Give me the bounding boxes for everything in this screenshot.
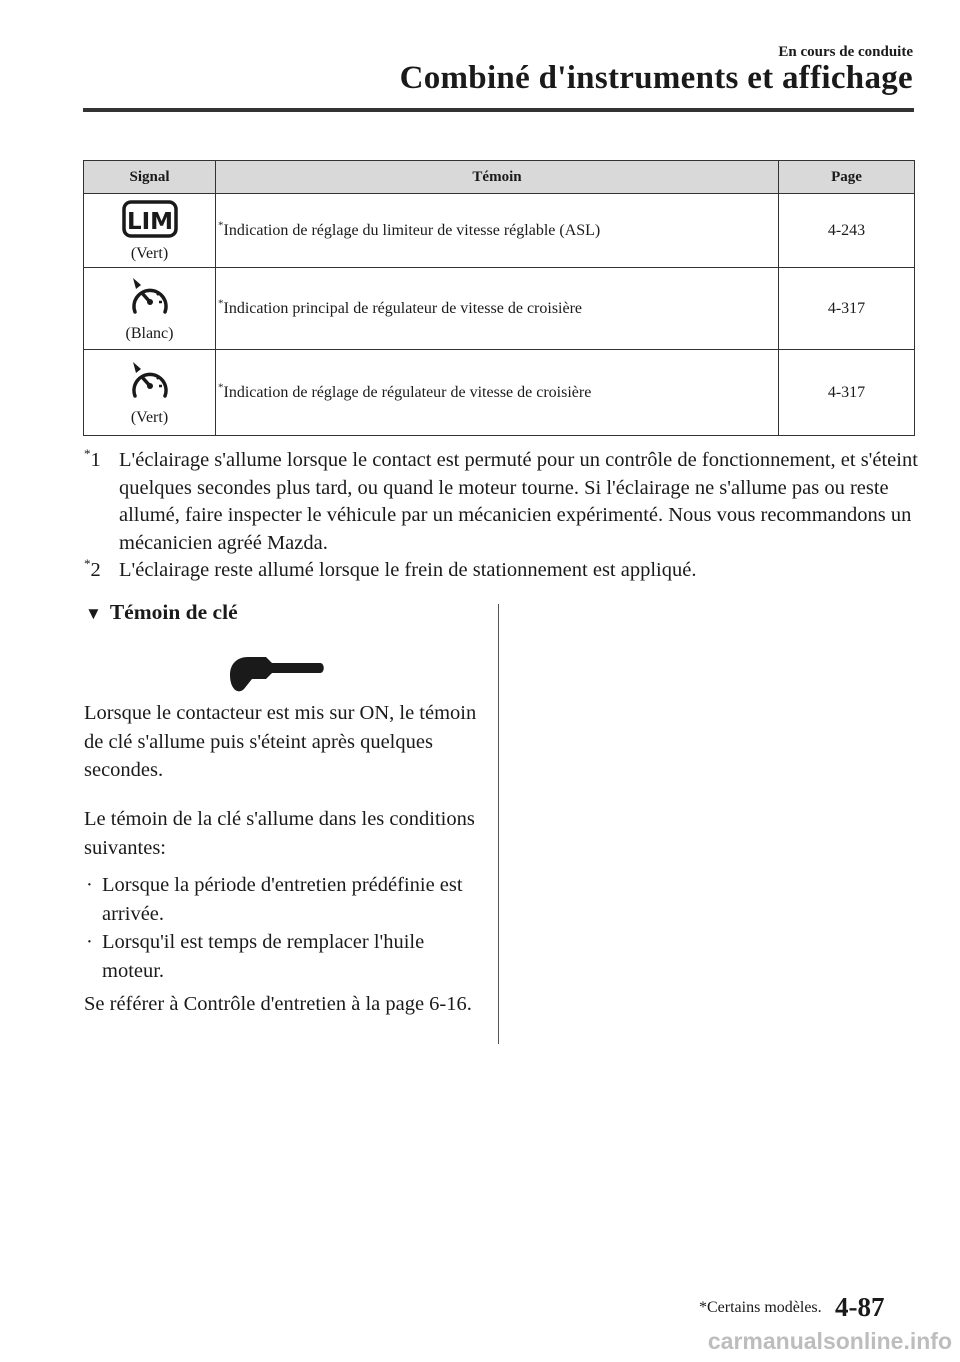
bullet-glyph: · <box>86 931 93 953</box>
signal-cell <box>84 268 216 350</box>
page-ref: 4-317 <box>779 350 915 436</box>
header-page: Page <box>779 161 915 194</box>
table-row <box>84 194 915 268</box>
footnote-star: * <box>84 556 91 572</box>
temoin-text: Indication de réglage de régulateur de vitesse de croisière <box>223 383 592 401</box>
header-divider <box>83 108 914 112</box>
section-heading <box>85 600 238 625</box>
footnote-marker: * <box>218 219 224 232</box>
page-title: Combiné d'instruments et affichage <box>399 60 913 96</box>
header-signal: Signal <box>84 161 216 194</box>
footnote-digit: 2 <box>90 559 101 581</box>
temoin-text: Indication principal de régulateur de vitesse de croisière <box>223 299 583 317</box>
list-item <box>84 871 484 928</box>
chapter-label: En cours de conduite <box>778 44 913 60</box>
table-row <box>84 268 915 350</box>
page-ref: 4-243 <box>779 194 915 268</box>
footnote-2 <box>84 557 919 585</box>
signal-color: (Vert) <box>130 245 169 262</box>
page-number: 4-87 <box>835 1292 885 1322</box>
paragraph-reference: Se référer à Contrôle d'entretien à la page 6-16. <box>84 993 472 1015</box>
svg-text:LIM: LIM <box>126 209 173 235</box>
table-row <box>84 350 915 436</box>
footnote-star: * <box>84 446 91 462</box>
header-temoin: Témoin <box>216 161 779 194</box>
bullet-list <box>84 871 484 985</box>
paragraph-conditions: Le témoin de la clé s'allume dans les conditions suivantes: <box>84 808 475 859</box>
temoin-cell <box>216 350 779 436</box>
signal-color: (Blanc) <box>125 325 174 342</box>
page-ref: 4-317 <box>779 268 915 350</box>
signal-cell <box>84 350 216 436</box>
temoin-cell <box>216 268 779 350</box>
signal-cell <box>84 194 216 268</box>
cruise-control-icon <box>128 276 172 318</box>
footer-note: *Certains modèles. <box>699 1299 822 1316</box>
list-item <box>84 928 484 985</box>
footnote-marker: * <box>218 297 224 310</box>
footnote-1 <box>84 447 919 557</box>
section-heading-text: Témoin de clé <box>109 600 238 624</box>
column-divider <box>498 604 499 1044</box>
watermark: carmanualsonline.info <box>707 1328 952 1354</box>
footnote-text: L'éclairage s'allume lorsque le contact est permuté pour un contrôle de fonctionnement, et s'éteint quelques secondes plus tard, ou quand le moteur tourne. Si l'éclairage ne s'allume pas ou reste allumé, faire inspecter le véhicule par un mécanicien expérimenté. Nous vous recommandons un mécanicien agréé Mazda. <box>119 449 918 554</box>
bullet-glyph: · <box>86 874 93 896</box>
footnotes <box>84 447 919 585</box>
lim-icon <box>122 200 178 238</box>
triangle-marker-icon: ▼ <box>85 604 102 623</box>
list-item-text: Lorsqu'il est temps de remplacer l'huile moteur. <box>102 931 425 982</box>
temoin-cell <box>216 194 779 268</box>
cruise-control-icon <box>128 360 172 402</box>
signal-color: (Vert) <box>130 409 169 426</box>
footnote-marker: * <box>218 381 224 394</box>
signal-table <box>83 160 915 436</box>
wrench-icon <box>228 645 328 697</box>
footnote-text: L'éclairage reste allumé lorsque le frein de stationnement est appliqué. <box>119 559 697 581</box>
footnote-digit: 1 <box>90 449 101 471</box>
footnote-number <box>84 557 101 585</box>
temoin-text: Indication de réglage du limiteur de vitesse réglable (ASL) <box>223 221 601 239</box>
paragraph-intro: Lorsque le contacteur est mis sur ON, le témoin de clé s'allume puis s'éteint après quelques secondes. <box>84 702 477 781</box>
table-header-row <box>84 161 915 194</box>
list-item-text: Lorsque la période d'entretien prédéfinie est arrivée. <box>102 874 463 925</box>
footnote-number <box>84 447 101 475</box>
